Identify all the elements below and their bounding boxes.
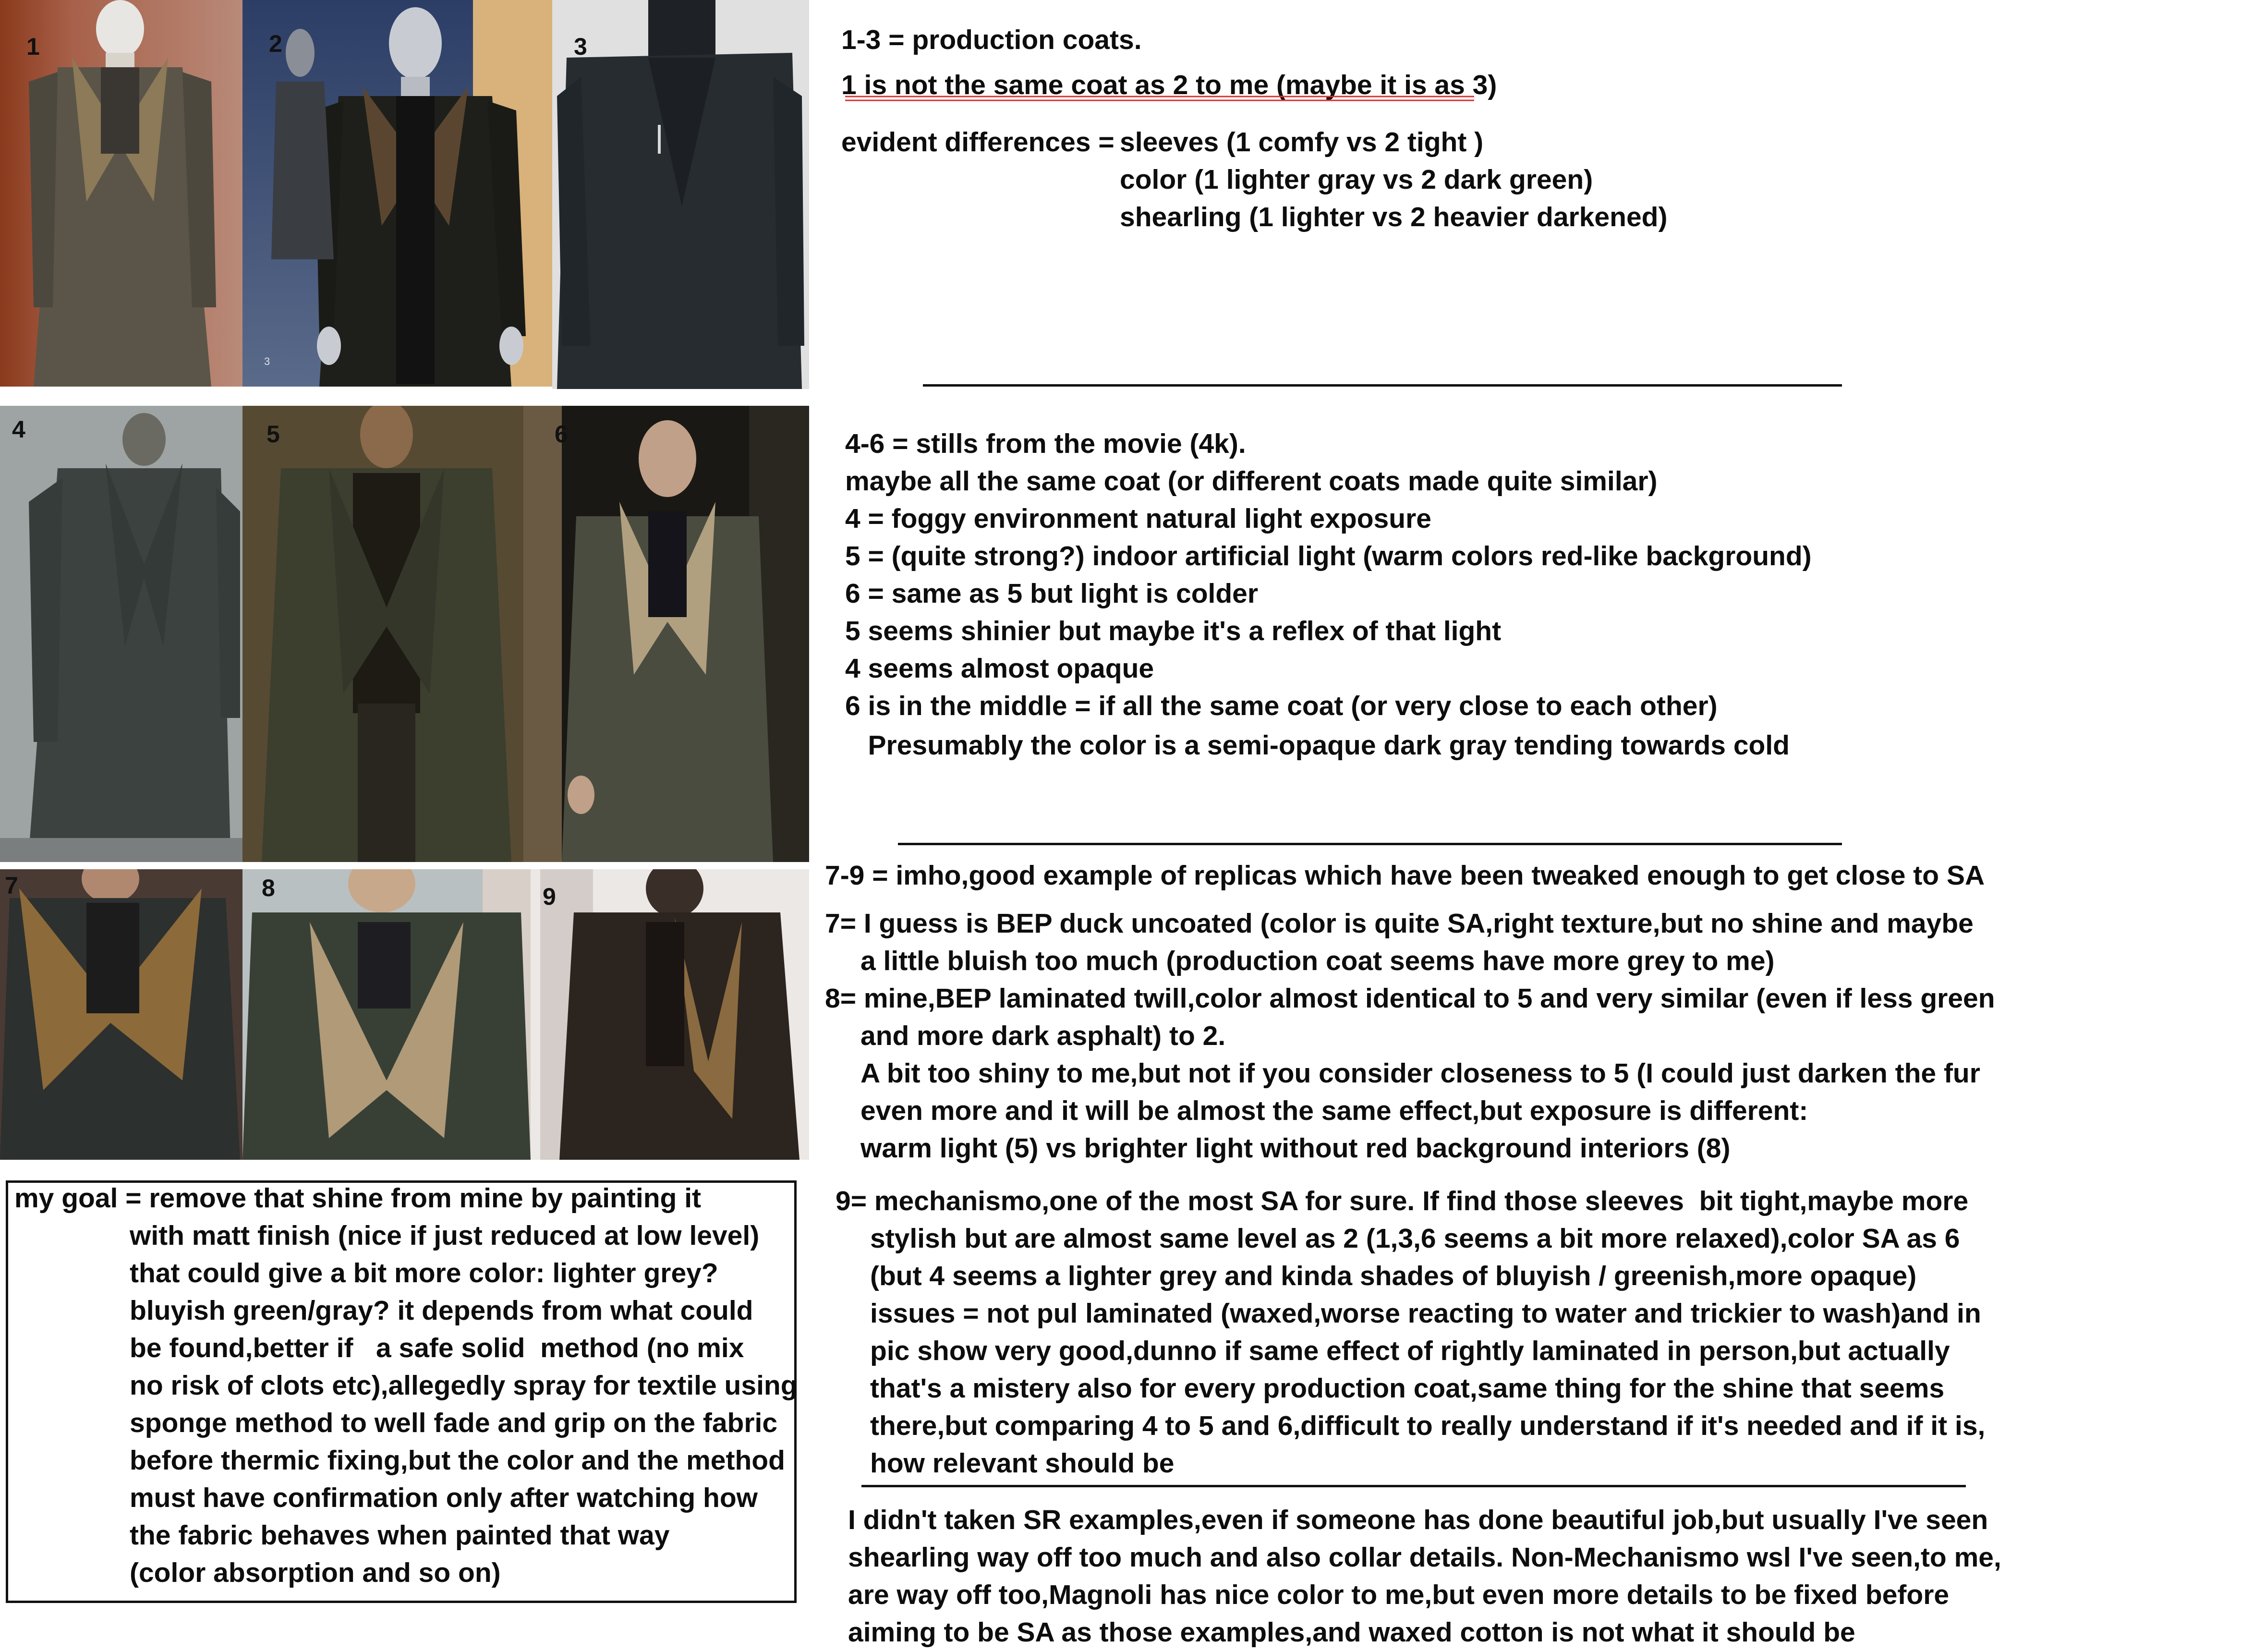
- section2-line-8: 6 is in the middle = if all the same coat (or very close to each other): [845, 691, 1718, 721]
- photo-label-1: 1: [26, 33, 40, 60]
- section3-line-4: 8= mine,BEP laminated twill,color almost identical to 5 and very similar (even if less green: [825, 983, 1995, 1014]
- divider-3: [861, 1485, 1966, 1487]
- section2-line-3: 4 = foggy environment natural light exposure: [845, 503, 1431, 534]
- section4-line-1: 9= mechanismo,one of the most SA for sure. If find those sleeves bit tight,maybe more: [836, 1186, 1969, 1216]
- section2-line-5: 6 = same as 5 but light is colder: [845, 578, 1259, 609]
- photo-4-movie-still: [0, 406, 242, 862]
- section2-line-9: Presumably the color is a semi-opaque dark gray tending towards cold: [845, 730, 1790, 761]
- goal-line-2: with matt finish (nice if just reduced at low level): [130, 1220, 760, 1251]
- section3-line-8: warm light (5) vs brighter light without red background interiors (8): [860, 1133, 1731, 1164]
- section5-line-2: shearling way off too much and also collar details. Non-Mechanismo wsl I've seen,to me,: [848, 1542, 2001, 1573]
- section1-note: 1 is not the same coat as 2 to me (maybe it is as 3): [841, 70, 1497, 100]
- section2-line-1: 4-6 = stills from the movie (4k).: [845, 428, 1246, 459]
- photo-label-7: 7: [5, 872, 18, 899]
- section5-line-3: are way off too,Magnoli has nice color to me,but even more details to be fixed before: [848, 1579, 1950, 1610]
- section1-diff-label: evident differences =: [841, 127, 1114, 158]
- photo-label-6: 6: [555, 421, 568, 448]
- section2-line-6: 5 seems shinier but maybe it's a reflex of that light: [845, 616, 1502, 646]
- goal-line-3: that could give a bit more color: lighter grey?: [130, 1258, 718, 1288]
- section2-line-7: 4 seems almost opaque: [845, 653, 1154, 684]
- photo-7-replica: [0, 869, 242, 1160]
- divider-1: [923, 384, 1842, 387]
- section1-title: 1-3 = production coats.: [841, 24, 1142, 55]
- photo-label-2: 2: [269, 30, 282, 57]
- section5-line-4: aiming to be SA as those examples,and waxed cotton is not what it should be: [848, 1617, 1855, 1648]
- photo-small-watermark: 3: [264, 355, 270, 367]
- photo-6-movie-still: [523, 406, 809, 862]
- photo-label-5: 5: [266, 421, 280, 448]
- section1-diff-2: color (1 lighter gray vs 2 dark green): [1120, 164, 1593, 195]
- section3-line-5: and more dark asphalt) to 2.: [860, 1020, 1226, 1051]
- section4-line-7: there,but comparing 4 to 5 and 6,difficult to really understand if it's needed and if it is,: [870, 1410, 1986, 1441]
- section1-diff-1: sleeves (1 comfy vs 2 tight ): [1120, 127, 1484, 158]
- goal-line-8: before thermic fixing,but the color and the method: [130, 1445, 785, 1476]
- section3-line-7: even more and it will be almost the same effect,but exposure is different:: [860, 1095, 1808, 1126]
- goal-line-11: (color absorption and so on): [130, 1557, 501, 1588]
- goal-line-9: must have confirmation only after watching how: [130, 1482, 758, 1513]
- section4-line-5: pic show very good,dunno if same effect of rightly laminated in person,but actually: [870, 1336, 1950, 1366]
- photo-8-replica: [242, 869, 531, 1160]
- photo-5-movie-still: [242, 406, 523, 862]
- section4-line-6: that's a mistery also for every production coat,same thing for the shine that seems: [870, 1373, 1945, 1404]
- photo-label-9: 9: [543, 883, 556, 910]
- goal-line-1: my goal = remove that shine from mine by painting it: [14, 1183, 702, 1214]
- section3-line-3: a little bluish too much (production coat seems have more grey to me): [860, 946, 1775, 976]
- photo-label-3: 3: [574, 33, 587, 60]
- section4-line-4: issues = not pul laminated (waxed,worse reacting to water and trickier to wash)and in: [870, 1298, 1981, 1329]
- photo-9-replica: [531, 869, 809, 1160]
- photo-3-production-coat: [552, 0, 809, 389]
- divider-2: [898, 843, 1842, 845]
- goal-line-7: sponge method to well fade and grip on the fabric: [130, 1408, 778, 1438]
- goal-line-10: the fabric behaves when painted that way: [130, 1520, 670, 1551]
- goal-line-6: no risk of clots etc),allegedly spray for textile using: [130, 1370, 798, 1401]
- red-wavy-underline: [845, 95, 1474, 102]
- section3-line-2: 7= I guess is BEP duck uncoated (color is quite SA,right texture,but no shine and maybe: [825, 908, 1974, 939]
- section2-line-4: 5 = (quite strong?) indoor artificial light (warm colors red-like background): [845, 541, 1812, 571]
- section4-line-3: (but 4 seems a lighter grey and kinda shades of bluyish / greenish,more opaque): [870, 1261, 1917, 1291]
- section2-line-2: maybe all the same coat (or different coats made quite similar): [845, 466, 1658, 497]
- section4-line-8: how relevant should be: [870, 1448, 1175, 1479]
- section4-line-2: stylish but are almost same level as 2 (1,3,6 seems a bit more relaxed),color SA as 6: [870, 1223, 1960, 1254]
- section3-line-1: 7-9 = imho,good example of replicas which have been tweaked enough to get close to SA: [825, 860, 1985, 891]
- goal-line-4: bluyish green/gray? it depends from what could: [130, 1295, 753, 1326]
- goal-line-5: be found,better if a safe solid method (no mix: [130, 1333, 744, 1363]
- section3-line-6: A bit too shiny to me,but not if you consider closeness to 5 (I could just darken the fur: [860, 1058, 1980, 1089]
- photo-label-4: 4: [12, 416, 25, 443]
- photo-label-8: 8: [262, 875, 275, 901]
- section1-diff-3: shearling (1 lighter vs 2 heavier darkened): [1120, 202, 1668, 232]
- section5-line-1: I didn't taken SR examples,even if someone has done beautiful job,but usually I've seen: [848, 1505, 1988, 1535]
- photo-2-production-coat: [242, 0, 552, 387]
